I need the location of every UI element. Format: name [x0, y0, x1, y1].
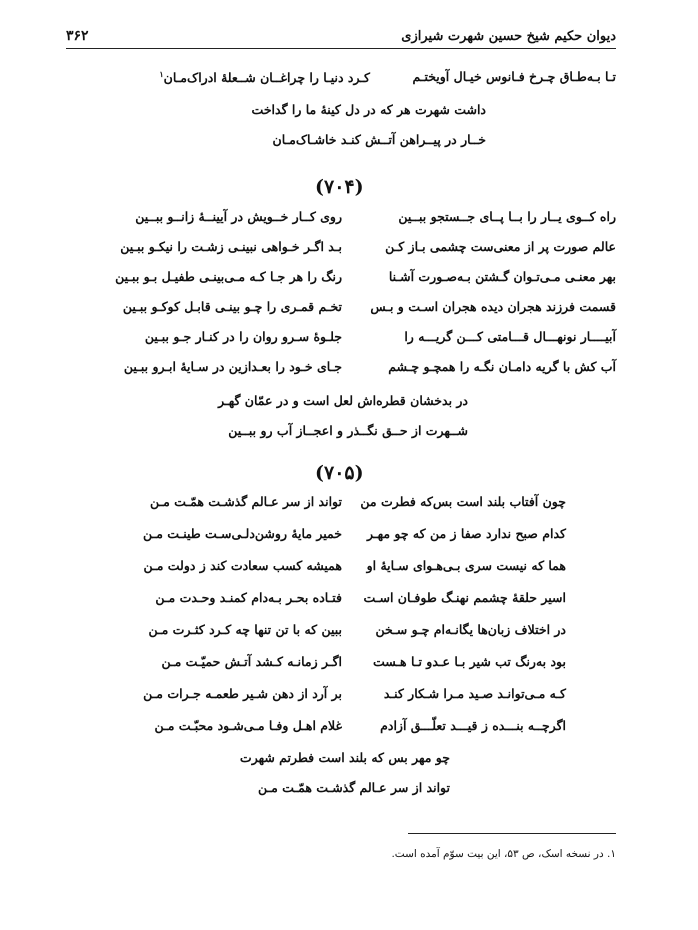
g705-c1-second: تواند از سر عـالم گذشـت همّـت مـن	[149, 494, 342, 509]
footnote: ۱. در نسخه اسک، ص ۵۳، این بیت سوّم آمده است.	[391, 848, 616, 860]
g704-closing-1: در بدخشان قطره‌اش لعل است و در عمّان گهـر	[218, 393, 468, 408]
footnote-marker: ۱	[159, 69, 164, 79]
ghazal-number-704: (۷۰۴)	[315, 176, 364, 198]
page-header	[66, 24, 616, 49]
g705-c7-second: بر آرد از دهن شـیر طعمـه جـرات مـن	[143, 686, 342, 701]
intro-couplet-second: کـرد دنیـا را چراغــان شــعلهٔ ادراک‌مـان$^۱$	[159, 69, 370, 86]
g705-c6-second: اگـر زمانـه کـشد آتـش حمیّـت مـن	[161, 654, 342, 669]
g704-c6-first: آب کش با گریه دامـان نگـه را همچـو چـشم	[388, 359, 616, 374]
g704-c2-second: بـد اگـر خـواهی نبینـی زشـت را نیکـو ببـین	[120, 239, 342, 254]
intro-line-1: داشت شهرت هر که در دل کینهٔ ما را گداخت	[251, 102, 486, 117]
g705-c3-first: هما که نیست سری بـی‌هـوای سـایهٔ او	[366, 558, 566, 573]
g704-c4-first: قسمت فرزند هجران دیده هجران اسـت و بـس	[370, 299, 616, 314]
ghazal-number-705: (۷۰۵)	[315, 462, 364, 484]
g705-c6-first: بود به‌رنگ تب شیر بـا عـدو تـا هـست	[372, 654, 566, 669]
g705-c8-second: غلام اهـل وفـا مـی‌شـود محبّـت مـن	[154, 718, 342, 733]
g705-c8-first: اگرچــه بنـــده ز قیـــد تعلّـــق آزادم	[380, 718, 566, 733]
intro-couplet-first: تـا بـه‌طـاق چـرخ فـانوس خیـال آویختـم	[412, 69, 616, 84]
g704-closing-2: شــهرت از حــق نگــذر و اعجــاز آب رو ببــین	[228, 423, 468, 438]
g704-c1-second: روی کــار خــویش در آیینــهٔ زانــو ببــین	[135, 209, 342, 224]
footnote-divider	[408, 833, 616, 834]
book-title: دیوان حکیم شیخ حسین شهرت شیرازی	[401, 28, 616, 44]
g704-c5-second: جلـوهٔ سـرو روان را در کنـار جـو ببـین	[144, 329, 342, 344]
g704-c5-first: آبیــــار نونهـــال قـــامتی کـــن گریـــه را	[404, 329, 616, 344]
g705-c4-first: اسیر حلقهٔ چشمم نهنـگ طوفـان اسـت	[363, 590, 566, 605]
g704-c2-first: عالم صورت پر از معنی‌ست چشمی بـاز کـن	[385, 239, 616, 254]
g705-c7-first: کـه مـی‌توانـد صـید مـرا شـکار کنـد	[383, 686, 566, 701]
g705-c1-first: چون آفتاب بلند است بس‌که فطرت من	[360, 494, 566, 509]
g705-c5-first: در اختلاف زبان‌ها یگانـه‌ام چـو سـخن	[375, 622, 566, 637]
g705-c3-second: همیشه کسب سعادت کند ز دولت مـن	[143, 558, 342, 573]
g705-closing-2: تواند از سر عـالم گذشـت همّـت مـن	[257, 780, 450, 795]
g705-closing-1: چو مهر بس که بلند است فطرتم شهرت	[239, 750, 450, 765]
g704-c6-second: جـای خـود را بعـدازین در سـایهٔ ابـرو ببـین	[123, 359, 342, 374]
g705-c4-second: فتـاده بحـر بـه‌دام کمنـد وحـدت مـن	[155, 590, 342, 605]
g705-c5-second: ببین که با تن تنها چه کـرد کثـرت مـن	[148, 622, 342, 637]
intro-line-2: خــار در پیــراهن آتــش کنـد خاشـاک‌مـان	[272, 132, 486, 147]
g705-c2-second: خمیر مایهٔ روشن‌دلـی‌سـت طینـت مـن	[143, 526, 342, 541]
page-number: ۳۶۲	[66, 28, 89, 44]
g704-c3-first: بهر معنـی مـی‌تـوان گـشتن بـه‌صـورت آشـنا	[388, 269, 616, 284]
g704-c4-second: تخـم قمـری را چـو بینـی قابـل کوکـو ببـین	[122, 299, 342, 314]
g704-c1-first: راه کــوی یــار را بــا پــای جــستجو ببــین	[398, 209, 616, 224]
g704-c3-second: رنگ را هر جـا کـه مـی‌بینـی طفیـل بـو ببـین	[115, 269, 342, 284]
g705-c2-first: کدام صبح ندارد صفا ز من که چو مهـر	[367, 526, 566, 541]
